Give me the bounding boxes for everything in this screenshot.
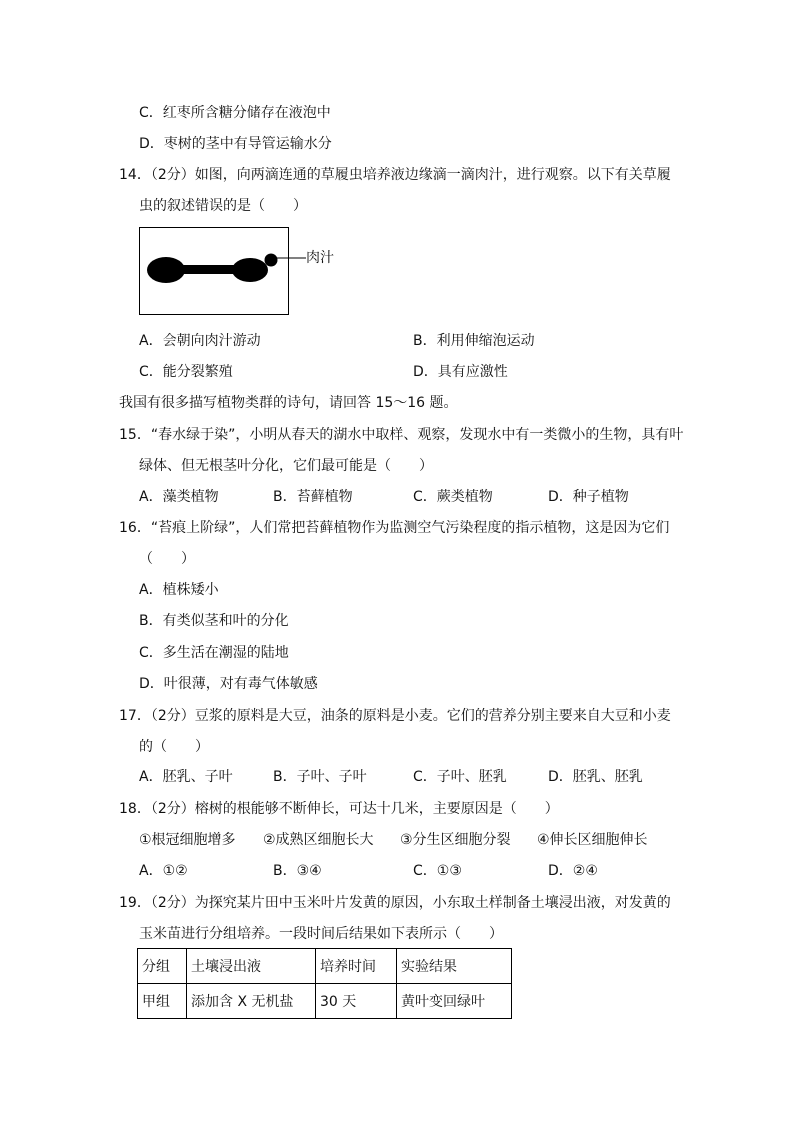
table-cell: 添加含 X 无机盐	[187, 984, 316, 1019]
q15-option-c: C．蕨类植物	[413, 489, 493, 505]
q15-option-a: A．藻类植物	[139, 489, 219, 505]
q17-option-c: C．子叶、胚乳	[413, 769, 507, 785]
label-pointer-line	[277, 252, 307, 262]
q17-option-b: B．子叶、子叶	[273, 769, 367, 785]
q17-option-d: D．胚乳、胚乳	[548, 769, 643, 785]
q15-stem-line1: 15．“春水绿于染”，小明从春天的湖水中取样、观察，发现水中有一类微小的生物，具有叶	[119, 427, 684, 443]
q13-option-d: D．枣树的茎中有导管运输水分	[139, 136, 332, 152]
q18-stem-line1: 18．（2分）榕树的根能够不断伸长，可达十几米，主要原因是（ ）	[119, 801, 559, 817]
table-header-cell: 实验结果	[397, 949, 512, 984]
right-drop	[232, 258, 268, 282]
q19-stem-line2: 玉米苗进行分组培养。一段时间后结果如下表所示（ ）	[139, 926, 503, 942]
meat-juice-drop	[265, 254, 278, 267]
q16-option-a: A．植株矮小	[139, 582, 219, 598]
q16-stem-line2: （ ）	[139, 551, 195, 567]
q17-option-a: A．胚乳、子叶	[139, 769, 233, 785]
q14-option-b: B．利用伸缩泡运动	[413, 333, 535, 349]
q18-item-2: ②成熟区细胞长大	[263, 832, 374, 848]
table-header-cell: 土壤浸出液	[187, 949, 316, 984]
q14-stem-line1: 14．（2分）如图，向两滴连通的草履虫培养液边缘滴一滴肉汁，进行观察。以下有关草履	[119, 167, 671, 183]
table-cell: 黄叶变回绿叶	[397, 984, 512, 1019]
q18-option-d: D．②④	[548, 863, 598, 879]
q17-stem-line2: 的（ ）	[139, 739, 209, 755]
q16-stem-line1: 16．“苔痕上阶绿”，人们常把苔藓植物作为监测空气污染程度的指示植物，这是因为它们	[119, 520, 670, 536]
q18-option-c: C．①③	[413, 863, 462, 879]
meat-juice-label: 肉汁	[306, 250, 334, 266]
q18-item-1: ①根冠细胞增多	[139, 832, 236, 848]
q13-option-c: C．红枣所含糖分储存在液泡中	[139, 105, 331, 121]
paramecium-figure	[139, 227, 289, 315]
table-header-cell: 分组	[138, 949, 187, 984]
intro-15-16: 我国有很多描写植物类群的诗句，请回答 15～16 题。	[119, 395, 458, 411]
table-cell: 30 天	[316, 984, 397, 1019]
q15-option-b: B．苔藓植物	[273, 489, 353, 505]
connecting-channel	[180, 265, 240, 274]
q18-item-4: ④伸长区细胞伸长	[537, 832, 648, 848]
table-cell: 甲组	[138, 984, 187, 1019]
two-drops-diagram	[140, 228, 290, 316]
q14-option-c: C．能分裂繁殖	[139, 364, 233, 380]
q15-option-d: D．种子植物	[548, 489, 629, 505]
table-header-row	[138, 949, 512, 984]
experiment-table	[137, 948, 512, 1019]
q14-stem-line2: 虫的叙述错误的是（ ）	[139, 198, 307, 214]
q16-option-b: B．有类似茎和叶的分化	[139, 613, 289, 629]
q17-stem-line1: 17．（2分）豆浆的原料是大豆，油条的原料是小麦。它们的营养分别主要来自大豆和小麦	[119, 708, 671, 724]
left-drop	[147, 257, 185, 283]
q14-option-a: A．会朝向肉汁游动	[139, 333, 261, 349]
table-header-cell: 培养时间	[316, 949, 397, 984]
q16-option-c: C．多生活在潮湿的陆地	[139, 645, 289, 661]
table-row	[138, 984, 512, 1019]
q16-option-d: D．叶很薄，对有毒气体敏感	[139, 676, 318, 692]
q18-option-a: A．①②	[139, 863, 188, 879]
q18-item-3: ③分生区细胞分裂	[400, 832, 511, 848]
q18-option-b: B．③④	[273, 863, 322, 879]
q15-stem-line2: 绿体、但无根茎叶分化，它们最可能是（ ）	[139, 458, 433, 474]
q14-option-d: D．具有应激性	[413, 364, 508, 380]
q19-stem-line1: 19．（2分）为探究某片田中玉米叶片发黄的原因，小东取土样制备土壤浸出液，对发黄的	[119, 895, 671, 911]
